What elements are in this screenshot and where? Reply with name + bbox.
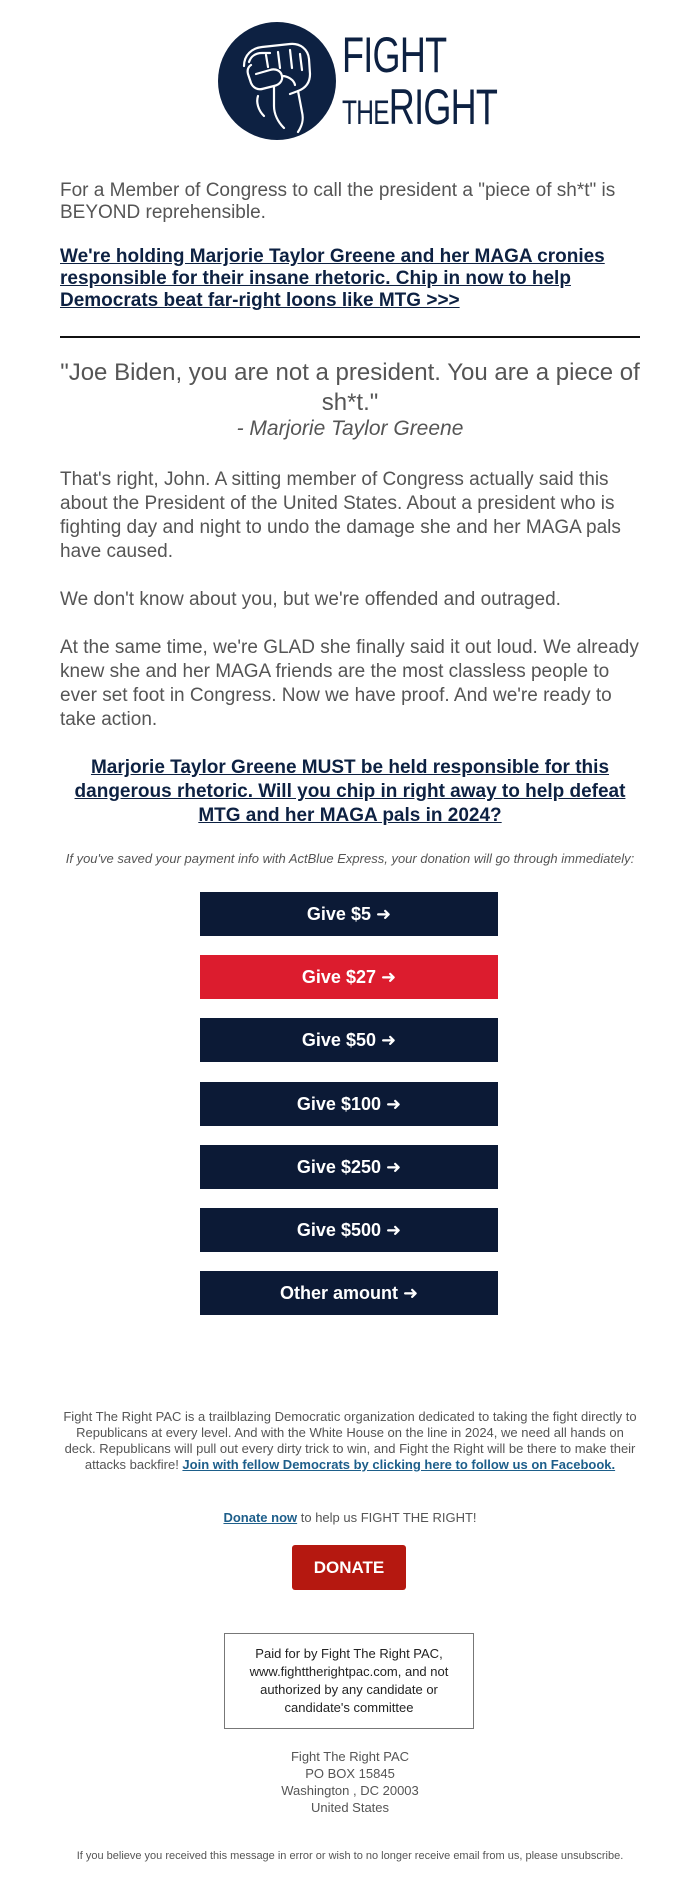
paid-for-disclaimer: Paid for by Fight The Right PAC, www.fighttherightpac.com, and not authorized by any candidate or candidate's committee [224,1633,474,1729]
quote-text: "Joe Biden, you are not a president. You are a piece of sh*t." [60,359,640,416]
footer-description-text: Fight The Right PAC is a trailblazing Democratic organization dedicated to taking the fight directly to Republicans at every level. And with the White House on the line in 2024, we need all hands on deck. Republicans will pull out every dirty trick to win, and Fight the Right will be there to make their attacks backfire! [63,1409,637,1472]
give-27-button[interactable]: Give $27 ➜ [200,955,498,999]
brand-word-right: RIGHT [388,79,498,135]
give-500-button[interactable]: Give $500 ➜ [200,1208,498,1252]
brand-logo[interactable] [218,22,498,142]
give-5-button[interactable]: Give $5 ➜ [200,892,498,936]
body-paragraph: That's right, John. A sitting member of Congress actually said this about the President of the United States. About a president who is fighting day and night to undo the damage she and her MAGA pals have caused. [60,469,621,562]
donate-now-line [60,1510,640,1526]
quote-author: - Marjorie Taylor Greene [236,417,464,440]
address-line: United States [310,1800,390,1815]
mailing-address [60,1748,640,1816]
brand-wordmark [342,27,558,135]
unsubscribe-notice [60,1849,640,1863]
donate-button[interactable]: DONATE [292,1545,406,1590]
intro-text: For a Member of Congress to call the president a "piece of sh*t" is BEYOND reprehensible. [60,180,616,223]
unsubscribe-suffix: . [620,1850,624,1862]
unsubscribe-prefix: If you believe you received this message in error or wish to no longer receive email from us, please [76,1850,561,1862]
headline-donate-link[interactable]: We're holding Marjorie Taylor Greene and her MAGA cronies responsible for their insane rhetoric. Chip in now to help Democrats beat far-right loons like MTG >>> [60,246,605,311]
unsubscribe-link[interactable]: unsubscribe [560,1850,621,1862]
body-paragraph: We don't know about you, but we're offended and outraged. [60,589,561,610]
give-50-button[interactable]: Give $50 ➜ [200,1018,498,1062]
brand-line-the-right [342,79,498,135]
other-amount-button[interactable]: Other amount ➜ [200,1271,498,1315]
address-line: PO BOX 15845 [305,1766,395,1781]
address-line: Fight The Right PAC [290,1749,409,1764]
actblue-note: If you've saved your payment info with ActBlue Express, your donation will go through immediately: [65,851,635,866]
give-100-button[interactable]: Give $100 ➜ [200,1082,498,1126]
divider [60,336,640,338]
donate-now-link[interactable]: Donate now [223,1510,298,1525]
brand-word-the: THE [342,94,389,132]
address-line: Washington , DC 20003 [281,1783,419,1798]
cta-donate-link[interactable]: Marjorie Taylor Greene MUST be held responsible for this dangerous rhetoric. Will you chip in right away to help defeat MTG and her MAGA pals in 2024? [74,757,626,826]
give-250-button[interactable]: Give $250 ➜ [200,1145,498,1189]
donate-now-text: to help us FIGHT THE RIGHT! [297,1510,477,1525]
facebook-link[interactable]: Join with fellow Democrats by clicking here to follow us on Facebook. [182,1457,616,1472]
body-paragraph: At the same time, we're GLAD she finally said it out loud. We already knew she and her MAGA friends are the most classless people to ever set foot in Congress. Now we have proof. And we're ready to take action. [60,637,639,730]
brand-line-fight: FIGHT [342,27,447,83]
fist-icon [218,22,336,140]
footer-description [60,1409,640,1473]
